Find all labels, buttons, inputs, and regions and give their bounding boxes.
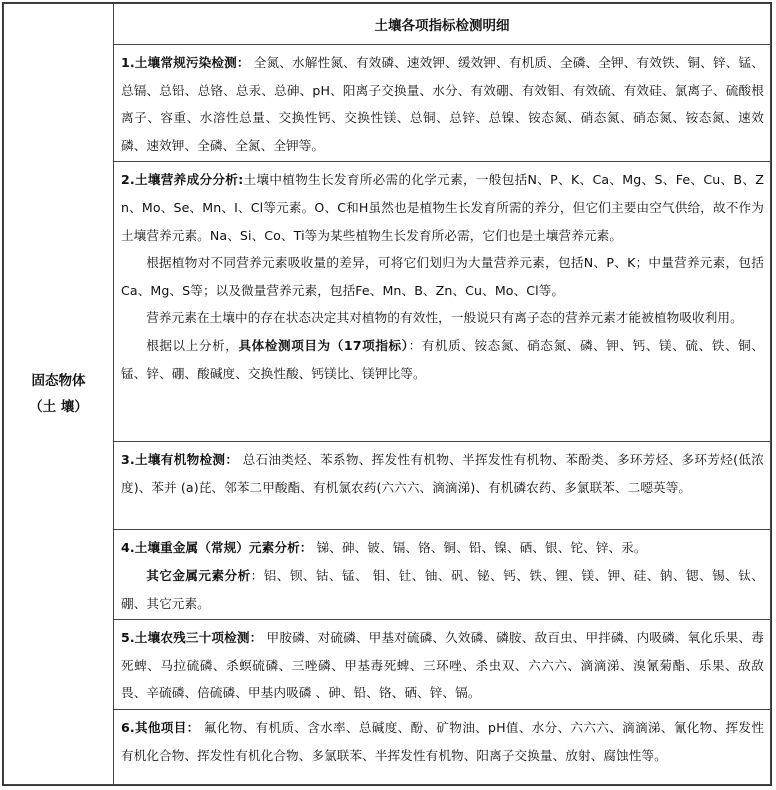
section-1-text: 全氮、水解性氮、有效磷、速效钾、缓效钾、有机质、全磷、全钾、有效铁、铜、锌、锰、总镉、总铅、总铬、总汞、总砷、pH、阳离子交换量、水分、有效硼、有效钼、有效硫、有效硅、氯离子、硫酸根离子、容重、水溶性总量、交换性钙、交换性镁、总铜、总锌、总镍、铵态氮、硝态氮、硝态氮、铵态氮、速效磷、速效钾、全磷、全氮、全钾等。	[121, 55, 764, 153]
section-1-cell	[114, 45, 771, 162]
section-2-para4-rest: ：有机质、铵态氮、硝态氮、磷、钾、钙、镁、硫、铁、铜、锰、锌、硼、酸碱度、交换性酸、钙镁比、镁钾比等。	[121, 337, 765, 381]
section-2-heading: 2.土壤营养成分分析:	[121, 172, 244, 188]
category-label-line2: （土 壤）	[29, 399, 88, 415]
section-3-heading: 3.土壤有机物检测：	[121, 452, 239, 468]
section-4-text: 锑、砷、铍、镉、铬、铜、铅、镍、硒、银、铊、锌、汞。	[312, 540, 647, 556]
section-2-para4-bold: 具体检测项目为（17项指标）	[238, 337, 409, 353]
section-5-cell	[114, 620, 771, 710]
section-6-heading: 6.其他项目：	[121, 719, 200, 735]
category-cell	[4, 4, 114, 785]
section-2-intro: 土壤中植物生长发育所必需的化学元素，一般包括N、P、K、Ca、Mg、S、Fe、Cu、B、Zn、Mo、Se、Mn、I、Cl等元素。O、C和H虽然也是植物生长发育所需的养分，但它们主要由空气供给，故不作为土壤营养元素。Na、Si、Co、Ti等为某些植物生长发育所必需，它们也是土壤营养元素。	[121, 172, 764, 243]
detection-grid	[3, 3, 771, 785]
section-5-text: 甲胺磷、对硫磷、甲基对硫磷、久效磷、磷胺、敌百虫、甲拌磷、内吸磷、氧化乐果、毒死蜱、马拉硫磷、杀螟硫磷、三唑磷、甲基毒死蜱、三环唑、杀虫双、六六六、滴滴涕、溴氰菊酯、乐果、敌敌畏、辛硫磷、倍硫磷、甲基内吸磷 、砷、铅、铬、硒、锌、镉。	[121, 630, 764, 701]
category-label-line1: 固态物体	[31, 373, 86, 389]
section-1-heading: 1.土壤常规污染检测：	[121, 55, 250, 70]
section-2-para2: 根据植物对不同营养元素吸收量的差异，可将它们划归为大量营养元素，包括N、P、K；中量营养元素，包括Ca、Mg、S等；以及微量营养元素，包括Fe、Mn、B、Zn、Cu、Mo、Cl等。	[121, 255, 764, 298]
section-6-text: 氟化物、有机质、含水率、总碱度、酚、矿物油、pH值、水分、六六六、滴滴涕、氰化物、挥发性有机化合物、挥发性有机化合物、多氯联苯、半挥发性有机物、阳离子交换量、放射、腐蚀性等。	[121, 719, 765, 763]
section-4-sub-heading: 其它金属元素分析	[146, 567, 251, 583]
section-2-para3: 营养元素在土壤中的存在状态决定其对植物的有效性，一般说只有离子态的营养元素才能被植物吸收利用。	[146, 310, 743, 326]
section-3-text: 总石油类烃、苯系物、挥发性有机物、半挥发性有机物、苯酚类、多环芳烃、多环芳烃(低浓度)、苯并 (a)芘、邻苯二甲酸酯、有机氯农药(六六六、滴滴涕)、有机磷农药、多氯联苯、二噁英等。	[121, 452, 764, 495]
section-2-para4-prefix: 根据以上分析，	[146, 337, 239, 353]
section-4-heading: 4.土壤重金属（常规）元素分析：	[121, 540, 313, 556]
section-5-heading: 5.土壤农残三十项检测：	[121, 630, 263, 646]
section-4-sub-text: ：铝、钡、钴、锰、 钼、钍、铀、矾、铋、钙、铁、锂、镁、钾、硅、钠、锶、锡、钛、硼、其它元素。	[121, 567, 764, 611]
detection-table	[2, 2, 772, 786]
section-4-cell	[114, 530, 771, 620]
section-6-cell	[114, 709, 771, 784]
section-3-cell	[114, 442, 771, 530]
section-2-cell	[114, 162, 771, 442]
table-title: 土壤各项指标检测明细	[114, 4, 771, 45]
